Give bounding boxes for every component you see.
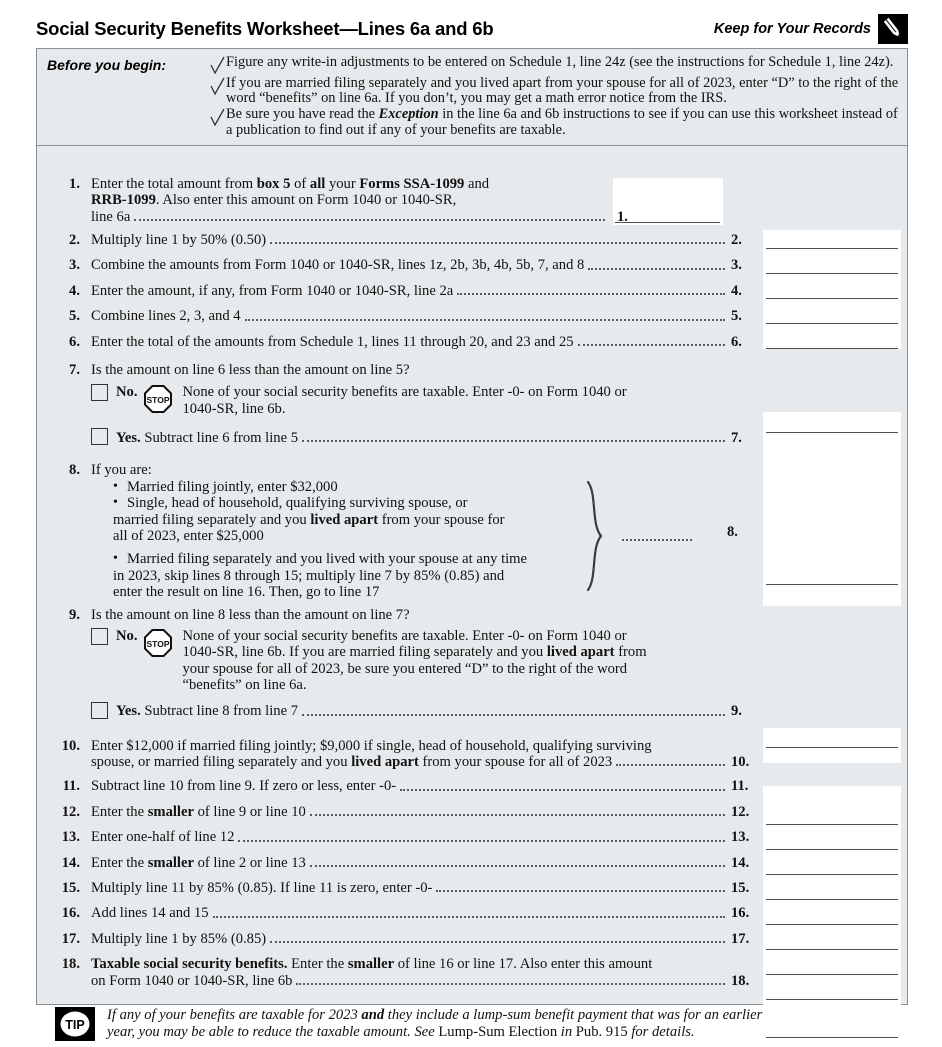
line-10-right-number: 10. <box>731 753 750 770</box>
checkmark-icon <box>209 108 226 128</box>
checkmark-icon <box>209 77 226 97</box>
line-9-yes-label: Yes. <box>116 703 141 720</box>
before-item-3 <box>209 107 901 137</box>
line-9-body <box>91 607 731 720</box>
l12-a: Enter the <box>91 803 148 820</box>
line-9-yes-checkbox[interactable] <box>91 702 108 719</box>
line-9-no-text <box>183 628 732 694</box>
line-8-bullet-1-text: Married filing jointly, enter $32,000 <box>127 478 338 495</box>
stop-sign-icon <box>143 384 173 414</box>
tip-a: If any of your benefits are taxable for 2023 <box>107 1007 362 1024</box>
line-4-text: Enter the amount, if any, from Form 1040 or 1040-SR, line 2a <box>91 282 454 299</box>
l10-c: from your spouse for all of 2023 <box>418 753 613 770</box>
line-8-body <box>91 462 591 600</box>
l8-b2c: from your spouse for <box>378 511 505 528</box>
l1-rest: . Also enter this amount on Form 1040 or 1040-SR, <box>155 192 457 209</box>
l1-b1: box 5 <box>256 175 291 192</box>
worksheet-body <box>37 146 907 1047</box>
leader-dots <box>622 530 692 541</box>
line-13-right-number: 13. <box>731 829 750 846</box>
leader-dots <box>616 755 725 766</box>
amount-rule-line-11 <box>766 849 898 850</box>
line-10-text-row1: Enter $12,000 if married filing jointly; $9,000 if single, head of household, qualifying surviving <box>91 737 652 754</box>
line-5-number: 5. <box>69 308 80 325</box>
l1-line6a: line 6a <box>91 208 131 225</box>
line-3-right-number: 3. <box>731 257 742 274</box>
l1-d: and <box>464 175 490 192</box>
line-17-number: 17. <box>61 930 80 947</box>
line-7-yes-desc: Subtract line 6 from line 5 <box>144 429 298 446</box>
line-8-bullet-2-text <box>113 495 591 544</box>
leader-dots <box>270 233 725 244</box>
l14-b: smaller <box>147 854 194 871</box>
line-7-no-text-2: 1040-SR, line 6b. <box>182 400 286 417</box>
l8-b2b: lived apart <box>310 511 379 528</box>
line-9-yes-option[interactable] <box>91 703 731 720</box>
worksheet-line-6 <box>37 334 907 350</box>
line-8-b2-l1: Single, head of household, qualifying surviving spouse, or <box>127 495 468 512</box>
line-9-yes-desc: Subtract line 8 from line 7 <box>144 703 298 720</box>
line-7-no-text-1: None of your social security benefits are taxable. Enter -0- on Form 1040 or <box>182 384 627 401</box>
line-7-yes-option[interactable] <box>91 429 731 446</box>
worksheet-line-8 <box>37 462 907 600</box>
bullet-icon: • <box>113 551 118 567</box>
line-7-question: Is the amount on line 6 less than the amount on line 5? <box>91 362 410 379</box>
line-7-no-checkbox[interactable] <box>91 384 108 401</box>
l12-c: of line 9 or line 10 <box>193 803 306 820</box>
line-7-no-label: No. <box>116 384 138 401</box>
line-5-text: Combine lines 2, 3, and 4 <box>91 308 241 325</box>
l18-b2: smaller <box>347 956 395 973</box>
line-1-number: 1. <box>69 175 80 192</box>
svg-text:STOP: STOP <box>146 638 169 649</box>
svg-text:STOP: STOP <box>146 395 169 406</box>
l18-t2: of line 16 or line 17. Also enter this amount <box>394 956 653 973</box>
line-1-text-row3 <box>91 209 611 225</box>
checkmark-icon <box>209 56 226 76</box>
line-15-number: 15. <box>61 880 80 896</box>
worksheet-line-3 <box>37 257 907 273</box>
amount-rule-line-14 <box>766 924 898 925</box>
line-8-b3-l3: enter the result on line 16. Then, go to line 17 <box>113 584 380 601</box>
line-10-body <box>91 738 731 771</box>
worksheet-line-16 <box>37 905 907 921</box>
l12-b: smaller <box>147 803 194 820</box>
worksheet-line-15 <box>37 880 907 896</box>
line-10-number: 10. <box>61 737 80 754</box>
l9-t2c: from <box>614 644 647 661</box>
leader-dots <box>588 259 725 270</box>
line-8-leader <box>622 530 692 541</box>
page-header <box>36 14 908 44</box>
leader-dots <box>578 335 725 346</box>
tip-c: they include a lump-sum benefit payment that was for an earlier <box>384 1007 763 1024</box>
leader-dots <box>245 310 725 321</box>
leader-dots <box>270 932 725 943</box>
line-7-no-option[interactable] <box>91 384 731 417</box>
worksheet-line-17 <box>37 931 907 947</box>
line-14-number: 14. <box>61 854 80 871</box>
before-item-3-text <box>226 107 901 137</box>
leader-dots <box>302 431 725 442</box>
line-9-no-option[interactable] <box>91 628 731 694</box>
before-item-1 <box>209 55 901 75</box>
tip-pub: Pub. 915 <box>575 1024 628 1041</box>
worksheet-form <box>36 48 908 1041</box>
line-10-text-row2 <box>91 754 731 770</box>
line-8-bullet-3 <box>91 551 591 600</box>
page-title: Social Security Benefits Worksheet—Lines 6a and 6b <box>36 18 494 39</box>
l10-b: lived apart <box>351 753 419 770</box>
keep-for-records-label: Keep for Your Records <box>713 21 871 37</box>
leader-dots <box>302 705 725 716</box>
l18-t1: Enter the <box>287 956 348 973</box>
worksheet-line-9 <box>37 607 907 720</box>
amount-rule-line-18 <box>766 1037 898 1038</box>
line-4-right-number: 4. <box>731 282 742 299</box>
line-9-question: Is the amount on line 8 less than the amount on line 7? <box>91 606 410 623</box>
l14-a: Enter the <box>91 854 148 871</box>
leader-dots <box>310 805 725 816</box>
line-6-right-number: 6. <box>731 333 742 350</box>
stop-sign-icon <box>143 628 173 658</box>
before-you-begin-section <box>37 49 907 146</box>
line-13-text: Enter one-half of line 12 <box>91 829 235 846</box>
line-7-yes-label: Yes. <box>116 429 141 446</box>
line-2-right-number: 2. <box>731 232 742 249</box>
line-6-text: Enter the total of the amounts from Schedule 1, lines 11 through 20, and 23 and 25 <box>91 333 574 350</box>
l18-line2: on Form 1040 or 1040-SR, line 6b <box>91 972 293 989</box>
l10-a: spouse, or married filing separately and you <box>91 753 352 770</box>
worksheet-line-7 <box>37 362 907 446</box>
curly-brace-icon <box>583 480 609 592</box>
amount-rule-line-10 <box>766 824 898 825</box>
line-3-number: 3. <box>69 257 80 274</box>
tip-in: in <box>557 1024 576 1041</box>
leader-dots <box>213 907 725 918</box>
line-2-number: 2. <box>69 232 80 249</box>
line-1-right-number: 1. <box>617 208 628 225</box>
line-15-text: Multiply line 11 by 85% (0.85). If line 11 is zero, enter -0- <box>91 880 433 896</box>
line-9-right-number: 9. <box>731 703 742 720</box>
line-7-number: 7. <box>69 362 80 379</box>
line-1-text-row1 <box>91 176 611 192</box>
leader-dots <box>400 780 725 791</box>
line-16-text: Add lines 14 and 15 <box>91 905 209 922</box>
leader-dots <box>436 881 725 892</box>
tip-and: and <box>361 1007 385 1024</box>
amount-rule-line-15 <box>766 949 898 950</box>
line-9-no-checkbox[interactable] <box>91 628 108 645</box>
worksheet-line-14 <box>37 855 907 871</box>
line-8-number: 8. <box>69 462 80 479</box>
line-18-body <box>91 956 731 989</box>
before-item-2-text: If you are married filing separately and you lived apart from your spouse for all of 2023, enter “D” to the right of the word “benefits” on line 6a. If you don’t, you may get a math error notice from the IRS. <box>226 75 899 107</box>
line-18-text-row1 <box>91 956 731 972</box>
tip-lumpsum: Lump-Sum Election <box>438 1024 558 1041</box>
line-7-no-text <box>183 384 732 417</box>
line-8-bullet-2 <box>91 495 591 544</box>
line-9-no-label: No. <box>116 627 138 644</box>
svg-text:TIP: TIP <box>65 1018 85 1033</box>
line-8-bullet-3-text <box>113 551 591 601</box>
line-14-right-number: 14. <box>731 854 750 871</box>
line-9-no-text-4: “benefits” on line 6a. <box>182 677 307 694</box>
before-item-3-part-a: Be sure you have read the <box>226 106 379 123</box>
line-7-yes-text <box>116 430 298 446</box>
keep-for-records <box>714 14 908 44</box>
line-11-text: Subtract line 10 from line 9. If zero or less, enter -0- <box>91 778 397 795</box>
tip-badge-icon <box>55 1007 95 1041</box>
leader-dots <box>238 831 725 842</box>
amount-rule-line-13 <box>766 899 898 900</box>
line-1-text-row2 <box>91 192 611 208</box>
l18-b1: Taxable social security benefits. <box>91 956 288 973</box>
line-11-number: 11. <box>62 778 80 795</box>
tip-d: year, you may be able to reduce the taxable amount. See <box>107 1024 439 1041</box>
pencil-icon <box>878 14 908 44</box>
line-5-right-number: 5. <box>731 308 742 325</box>
exception-emphasis: Exception <box>378 106 439 123</box>
line-9-no-text-1: None of your social security benefits are taxable. Enter -0- on Form 1040 or <box>182 627 627 644</box>
l8-b2a: married filing separately and you <box>113 511 311 528</box>
leader-dots <box>296 974 725 985</box>
before-item-2 <box>209 76 901 106</box>
line-2-text: Multiply line 1 by 50% (0.50) <box>91 232 267 249</box>
line-8-intro: If you are: <box>91 462 152 479</box>
l1-a: Enter the total amount from <box>91 175 257 192</box>
line-17-right-number: 17. <box>731 930 750 947</box>
line-18-right-number: 18. <box>731 972 750 989</box>
amount-rule-line-17 <box>766 999 898 1000</box>
line-9-no-text-3: your spouse for all of 2023, be sure you entered “D” to the right of the word <box>182 660 628 677</box>
worksheet-line-18 <box>37 956 907 989</box>
leader-dots <box>310 856 725 867</box>
before-you-begin-label: Before you begin: <box>47 57 167 73</box>
worksheet-line-4 <box>37 283 907 299</box>
line-7-yes-checkbox[interactable] <box>91 428 108 445</box>
line-18-number: 18. <box>61 956 80 973</box>
l1-b: of <box>290 175 310 192</box>
line-7-body <box>91 362 731 446</box>
line-6-number: 6. <box>69 333 80 350</box>
line-8-bullet-1 <box>91 479 591 495</box>
line-14-text <box>91 855 306 871</box>
line-8-b3-l1: Married filing separately and you lived with your spouse at any time <box>127 551 528 568</box>
line-12-right-number: 12. <box>731 803 750 820</box>
line-9-yes-text <box>116 703 298 719</box>
line-3-text: Combine the amounts from Form 1040 or 1040-SR, lines 1z, 2b, 3b, 4b, 5b, 7, and 8 <box>91 257 585 274</box>
line-11-right-number: 11. <box>731 778 749 795</box>
line-8-b2-l2 <box>113 512 591 528</box>
worksheet-line-11 <box>37 778 907 794</box>
l1-b2: all <box>309 175 326 192</box>
line-16-number: 16. <box>61 905 80 922</box>
l1-b3: Forms SSA-1099 <box>359 175 465 192</box>
line-8-b3-l2: in 2023, skip lines 8 through 15; multiply line 7 by 85% (0.85) and <box>113 567 505 584</box>
line-10-row2-text <box>91 754 612 770</box>
line-12-text <box>91 804 306 820</box>
l9-t2a: 1040-SR, line 6b. If you are married filing separately and you <box>182 644 547 661</box>
worksheet-line-5 <box>37 308 907 324</box>
leader-dots <box>457 284 725 295</box>
line-17-text: Multiply line 1 by 85% (0.85) <box>91 930 267 947</box>
l1-c: your <box>325 175 360 192</box>
before-you-begin-list <box>207 55 901 139</box>
before-item-1-text: Figure any write-in adjustments to be entered on Schedule 1, line 24z (see the instructions for Schedule 1, line 24z). <box>226 54 894 70</box>
tip-end: for details. <box>627 1024 695 1041</box>
worksheet-line-10 <box>37 738 907 771</box>
worksheet-line-12 <box>37 804 907 820</box>
line-18-text-row2 <box>91 973 731 989</box>
worksheet-line-2 <box>37 232 907 248</box>
line-9-no-text-2 <box>183 644 732 660</box>
line-9-number: 9. <box>69 606 80 623</box>
l1-rrb: RRB-1099 <box>91 192 156 209</box>
line-8-b2-l3: all of 2023, enter $25,000 <box>113 527 264 544</box>
amount-rule-line-12 <box>766 874 898 875</box>
before-item-3-part-b: in the line 6a and 6b instructions to see if you can use this worksheet instead of a publication to find out if any of your benefits are taxable. <box>226 106 898 138</box>
line-16-right-number: 16. <box>731 905 750 922</box>
line-12-number: 12. <box>61 803 80 820</box>
worksheet-line-13 <box>37 829 907 845</box>
l14-c: of line 2 or line 13 <box>193 854 306 871</box>
l9-t2b: lived apart <box>546 644 615 661</box>
worksheet-line-1 <box>37 146 907 225</box>
bullet-icon: • <box>113 495 118 511</box>
line-7-right-number: 7. <box>731 429 742 446</box>
bullet-icon: • <box>113 478 118 494</box>
line-15-right-number: 15. <box>731 880 750 896</box>
line-4-number: 4. <box>69 282 80 299</box>
line-8-right-number: 8. <box>727 524 738 541</box>
leader-dots <box>134 210 605 221</box>
line-1-text <box>91 176 611 225</box>
line-13-number: 13. <box>61 829 80 846</box>
